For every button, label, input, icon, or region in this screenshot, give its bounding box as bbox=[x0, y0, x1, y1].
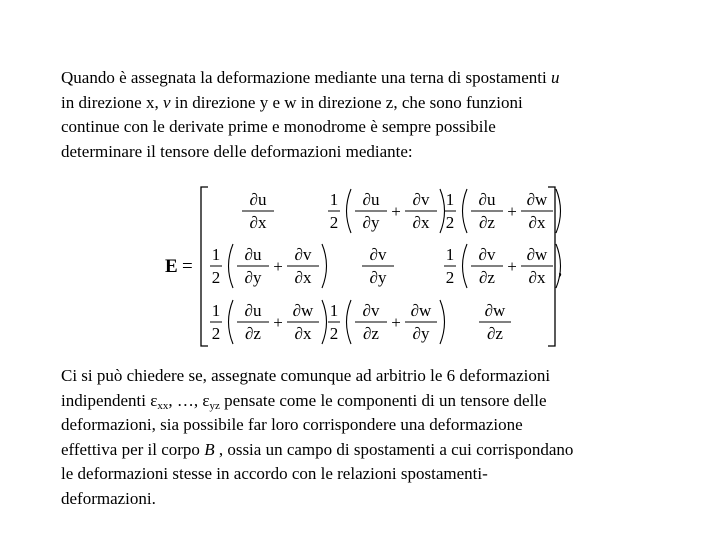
e12-frac1-num: ∂u bbox=[362, 190, 380, 209]
question-text-a: Ci si può chiedere se, assegnate comunque ad arbitrio le 6 deformazioni indipendenti bbox=[61, 366, 551, 410]
e21-frac2-num: ∂v bbox=[294, 245, 312, 264]
e13-plus: + bbox=[507, 202, 517, 221]
e23-frac2-num: ∂w bbox=[526, 245, 548, 264]
e31-frac2-den: ∂x bbox=[294, 324, 312, 343]
e23-plus: + bbox=[507, 257, 517, 276]
question-text-c: , ossia un campo di spostamenti a cui corrispondano le deformazioni stesse in accordo con le relazioni spostamenti- deformazioni. bbox=[61, 439, 574, 508]
e32-plus: + bbox=[391, 313, 401, 332]
e13-half-den: 2 bbox=[445, 213, 455, 232]
e13-frac1-den: ∂z bbox=[479, 213, 495, 232]
e31-half-den: 2 bbox=[211, 324, 221, 343]
e31-plus: + bbox=[273, 313, 283, 332]
matrix-equals: = bbox=[182, 256, 193, 277]
e21-lparen bbox=[229, 244, 234, 288]
e13-half-num: 1 bbox=[445, 190, 455, 209]
e32-frac1-den: ∂z bbox=[363, 324, 379, 343]
e23-lparen bbox=[463, 244, 468, 288]
e11-num: ∂u bbox=[249, 190, 267, 209]
e31-half-num: 1 bbox=[211, 301, 221, 320]
e31-frac1-den: ∂z bbox=[245, 324, 261, 343]
e32-rparen bbox=[440, 300, 445, 344]
e12-frac1-den: ∂y bbox=[362, 213, 380, 232]
e13-frac1-num: ∂u bbox=[478, 190, 496, 209]
e13-frac2-den: ∂x bbox=[528, 213, 546, 232]
e21-frac1-num: ∂u bbox=[244, 245, 262, 264]
matrix-comma: , bbox=[558, 260, 563, 279]
epsilon-xx: ε bbox=[150, 390, 158, 410]
intro-line1: Quando è assegnata la deformazione mediante una terna di spostamenti bbox=[61, 68, 551, 87]
e21-frac1-den: ∂y bbox=[244, 268, 262, 287]
e31-lparen bbox=[229, 300, 234, 344]
subscript-yz: yz bbox=[209, 399, 220, 412]
e13-lparen bbox=[463, 189, 468, 233]
e21-half-den: 2 bbox=[211, 268, 221, 287]
intro-line2b: in direzione y e w in direzione z, che sono funzioni continue con le derivate prime e monodrome è sempre possibile determinare il tensore delle deformazioni mediante: bbox=[61, 92, 523, 161]
e21-half-num: 1 bbox=[211, 245, 221, 264]
var-u: u bbox=[551, 68, 560, 87]
e31-frac1-num: ∂u bbox=[244, 301, 262, 320]
e33-den: ∂z bbox=[487, 324, 503, 343]
e12-frac2-den: ∂x bbox=[412, 213, 430, 232]
e31-frac2-num: ∂w bbox=[292, 301, 314, 320]
body-B: B bbox=[204, 439, 215, 459]
matrix-left-bracket bbox=[201, 187, 208, 346]
e32-half-den: 2 bbox=[329, 324, 339, 343]
e12-half-num: 1 bbox=[329, 190, 339, 209]
e21-rparen bbox=[322, 244, 327, 288]
e13-rparen bbox=[556, 189, 561, 233]
e21-frac2-den: ∂x bbox=[294, 268, 312, 287]
e11-den: ∂x bbox=[249, 213, 267, 232]
question-ellipsis: , …, bbox=[168, 390, 203, 410]
e22-num: ∂v bbox=[369, 245, 387, 264]
e32-frac2-num: ∂w bbox=[410, 301, 432, 320]
e23-half-num: 1 bbox=[445, 245, 455, 264]
e12-rparen bbox=[440, 189, 445, 233]
e23-frac1-num: ∂v bbox=[478, 245, 496, 264]
e21-plus: + bbox=[273, 257, 283, 276]
e23-half-den: 2 bbox=[445, 268, 455, 287]
e12-plus: + bbox=[391, 202, 401, 221]
e12-frac2-num: ∂v bbox=[412, 190, 430, 209]
matrix-label-E: E bbox=[165, 256, 178, 277]
intro-line2: in direzione x, bbox=[61, 92, 163, 112]
e23-frac2-den: ∂x bbox=[528, 268, 546, 287]
subscript-xx: xx bbox=[157, 399, 169, 412]
e13-frac2-num: ∂w bbox=[526, 190, 548, 209]
question-text-b: pensate come le componenti di un tensore delle deformazioni, sia possibile far loro corrispondere una deformazione effettiva per il corpo bbox=[61, 390, 547, 459]
e32-half-num: 1 bbox=[329, 301, 339, 320]
e33-num: ∂w bbox=[484, 301, 506, 320]
e32-frac1-num: ∂v bbox=[362, 301, 380, 320]
e12-half-den: 2 bbox=[329, 213, 339, 232]
var-v: v bbox=[162, 92, 171, 112]
question-paragraph bbox=[61, 364, 691, 511]
epsilon-yz: ε bbox=[202, 390, 210, 410]
e32-lparen bbox=[347, 300, 352, 344]
e23-frac1-den: ∂z bbox=[479, 268, 495, 287]
e32-frac2-den: ∂y bbox=[412, 324, 430, 343]
e31-rparen bbox=[322, 300, 327, 344]
e22-den: ∂y bbox=[369, 268, 387, 287]
e12-lparen bbox=[347, 189, 352, 233]
